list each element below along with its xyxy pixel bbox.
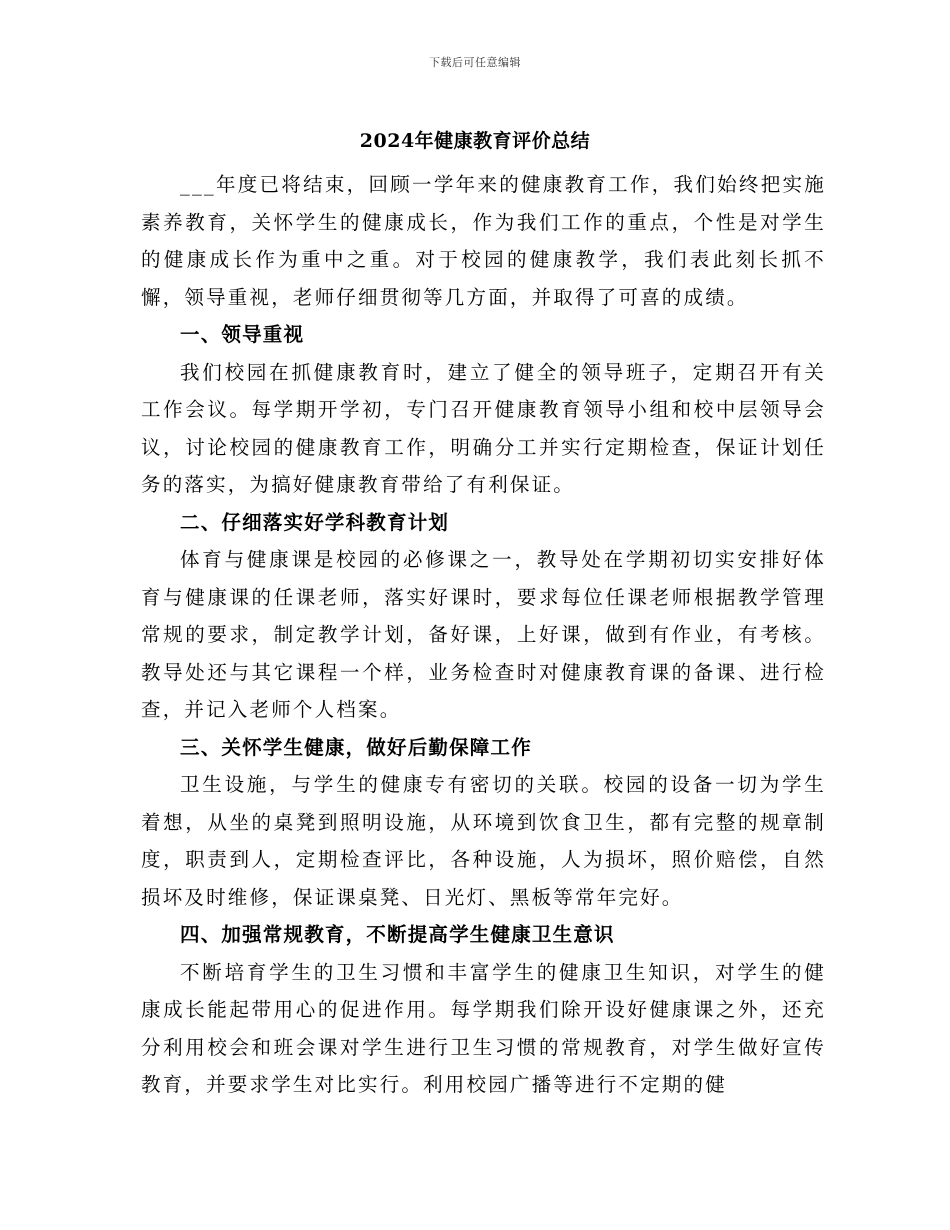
document-body <box>141 166 826 1104</box>
section-heading-2: 二、仔细落实好学科教育计划 <box>180 510 450 534</box>
section-paragraph-1: 我们校园在抓健康教育时，建立了健全的领导班子，定期召开有关工作会议。每学期开学初，专门召开健康教育领导小组和校中层领导会议，讨论校园的健康教育工作，明确分工并实行定期检查，保证计划任务的落实，为搞好健康教育带给了有利保证。 <box>141 360 826 496</box>
section-heading-4: 四、加强常规教育，不断提高学生健康卫生意识 <box>180 923 615 946</box>
intro-paragraph: ___年度已将结束，回顾一学年来的健康教育工作，我们始终把实施素养教育，关怀学生的健康成长，作为我们工作的重点，个性是对学生的健康成长作为重中之重。对于校园的健康教学，我们表此刻长抓不懈，领导重视，老师仔细贯彻等几方面，并取得了可喜的成绩。 <box>141 173 826 309</box>
section-heading-3: 三、关怀学生健康，做好后勤保障工作 <box>180 735 532 759</box>
section-paragraph-3: 卫生设施，与学生的健康专有密切的关联。校园的设备一切为学生着想，从坐的桌凳到照明设施，从环境到饮食卫生，都有完整的规章制度，职责到人，定期检查评比，各种设施，人为损坏，照价赔偿，自然损坏及时维修，保证课桌凳、日光灯、黑板等常年完好。 <box>141 773 826 909</box>
section-heading-1: 一、领导重视 <box>180 323 305 346</box>
header-note: 下载后可任意编辑 <box>429 56 521 69</box>
section-paragraph-2: 体育与健康课是校园的必修课之一，教导处在学期初切实安排好体育与健康课的任课老师，落实好课时，要求每位任课老师根据教学管理常规的要求，制定教学计划，备好课，上好课，做到有作业，有考核。教导处还与其它课程一个样，业务检查时对健康教育课的备课、进行检查，并记入老师个人档案。 <box>141 548 826 721</box>
section-paragraph-4: 不断培育学生的卫生习惯和丰富学生的健康卫生知识，对学生的健康成长能起带用心的促进作用。每学期我们除开设好健康课之外，还充分利用校会和班会课对学生进行卫生习惯的常规教育，对学生做好宣传教育，并要求学生对比实行。利用校园广播等进行不定期的健 <box>141 960 826 1096</box>
document-title: 2024年健康教育评价总结 <box>359 130 591 152</box>
